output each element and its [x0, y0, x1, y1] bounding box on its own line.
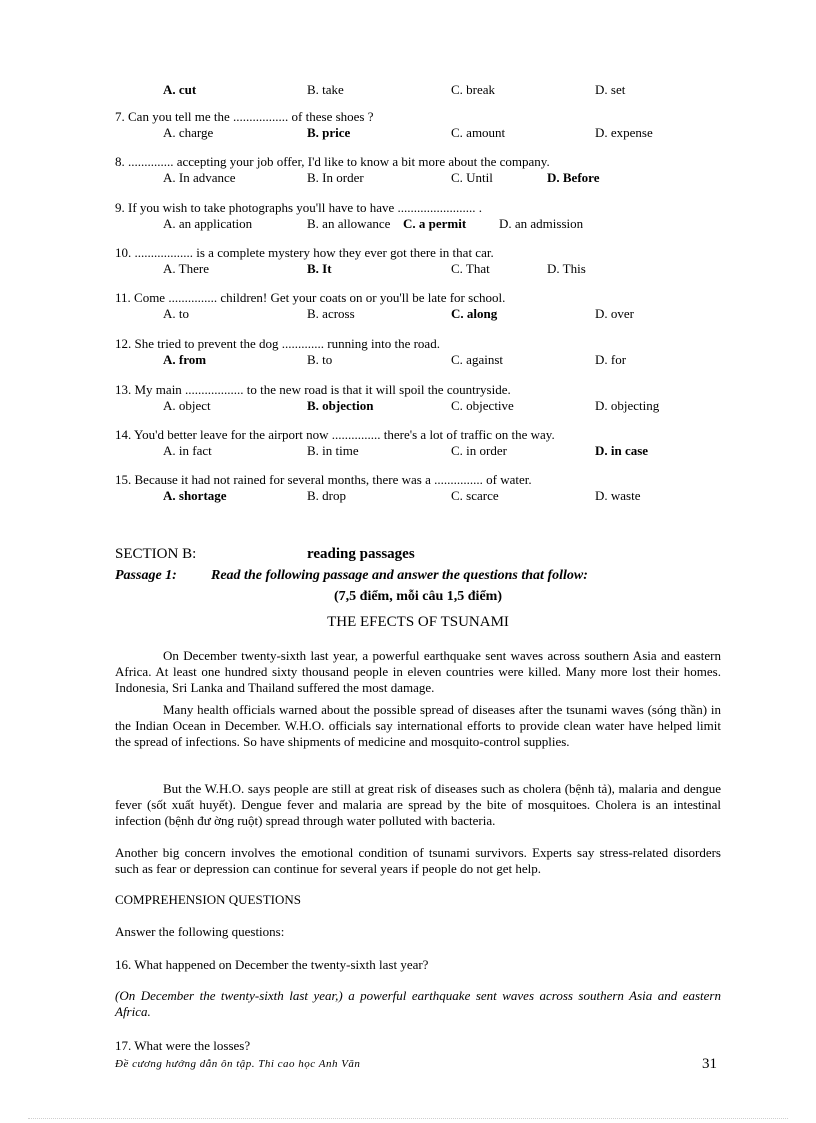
option-a: A. from	[163, 352, 207, 367]
comprehension-heading: COMPREHENSION QUESTIONS	[115, 892, 301, 907]
section-label: SECTION B:	[115, 546, 197, 562]
question-stem: 10. .................. is a complete mystery how they ever got there in that car.	[115, 245, 494, 260]
option-a: A. In advance	[163, 170, 236, 185]
option-a: A. in fact	[163, 443, 212, 458]
passage-points: (7,5 điểm, mỗi câu 1,5 điểm)	[334, 589, 502, 604]
option-c: C. scarce	[451, 488, 499, 503]
footer-text: Đề cương hướng dẫn ôn tập. Thi cao học Anh Văn	[115, 1058, 361, 1070]
question	[115, 382, 725, 415]
answer-options	[115, 216, 725, 233]
question	[115, 245, 725, 278]
question	[115, 290, 725, 323]
question-stem: 8. .............. accepting your job offer, I'd like to know a bit more about the company.	[115, 154, 550, 169]
question	[115, 472, 725, 505]
question-stem: 11. Come ............... children! Get your coats on or you'll be late for school.	[115, 290, 506, 305]
answer-options	[115, 82, 725, 99]
passage-title: THE EFECTS OF TSUNAMI	[327, 614, 509, 630]
option-b: B. in time	[307, 443, 359, 458]
answer-options	[115, 398, 725, 415]
option-d: D. for	[595, 352, 627, 367]
passage-instruction: Read the following passage and answer the questions that follow:	[211, 568, 588, 583]
option-b: B. In order	[307, 170, 364, 185]
option-c: C. objective	[451, 398, 514, 413]
option-c: C. along	[451, 306, 498, 321]
option-d: D. expense	[595, 125, 653, 140]
answer-options	[115, 488, 725, 505]
option-c: C. break	[451, 82, 496, 97]
answer-options	[115, 125, 725, 142]
passage-paragraph: Another big concern involves the emotional condition of tsunami survivors. Experts say stress-related disorders such as fear or depression can continue for several years if people do not get help.	[115, 845, 721, 876]
option-d: D. over	[595, 306, 634, 321]
option-c: C. That	[451, 261, 490, 276]
question	[115, 82, 725, 99]
comprehension-instruction: Answer the following questions:	[115, 924, 285, 939]
option-c: C. against	[451, 352, 503, 367]
page-number: 31	[702, 1056, 717, 1072]
answer-16: (On December the twenty-sixth last year,) a powerful earthquake sent waves across southern Asia and eastern Africa.	[115, 988, 721, 1019]
question	[115, 200, 725, 233]
option-b: B. objection	[307, 398, 374, 413]
option-a: A. cut	[163, 82, 197, 97]
option-d: D. waste	[595, 488, 641, 503]
option-c: C. amount	[451, 125, 506, 140]
option-d: D. in case	[595, 443, 649, 458]
option-d: D. an admission	[499, 216, 584, 231]
question-stem: 13. My main .................. to the new road is that it will spoil the countryside.	[115, 382, 511, 397]
question-stem: 9. If you wish to take photographs you'll have to have ........................ .	[115, 200, 483, 215]
page-divider	[28, 1118, 788, 1119]
question	[115, 427, 725, 460]
question	[115, 336, 725, 369]
option-a: A. There	[163, 261, 209, 276]
option-a: A. shortage	[163, 488, 227, 503]
option-a: A. object	[163, 398, 211, 413]
option-b: B. an allowance	[307, 216, 391, 231]
passage-label: Passage 1:	[115, 568, 177, 583]
option-b: B. to	[307, 352, 333, 367]
passage-paragraph: But the W.H.O. says people are still at great risk of diseases such as cholera (bệnh tả), malaria and dengue fever (sốt xuất huyết). Dengue fever and malaria are spread by the bite of mosquitoes. Cholera is an intestinal infection (bệnh đư ờng ruột) spread through water polluted with bacteria.	[115, 781, 721, 828]
section-heading	[115, 546, 415, 563]
question-stem: 14. You'd better leave for the airport now ............... there's a lot of traffic on the way.	[115, 427, 555, 442]
option-c: C. Until	[451, 170, 493, 185]
option-d: D. set	[595, 82, 626, 97]
question	[115, 154, 725, 187]
option-d: D. This	[547, 261, 586, 276]
section-title: reading passages	[307, 546, 415, 562]
question-stem: 15. Because it had not rained for several months, there was a ............... of water.	[115, 472, 532, 487]
option-b: B. drop	[307, 488, 346, 503]
option-d: D. Before	[547, 170, 600, 185]
option-a: A. an application	[163, 216, 253, 231]
option-c: C. in order	[451, 443, 507, 458]
answer-options	[115, 261, 725, 278]
passage-paragraph: Many health officials warned about the possible spread of diseases after the tsunami waves (sóng thần) in the Indian Ocean in December. W.H.O. officials say international efforts to provide clean water have helped limit the spread of infections. So have shipments of medicine and mosquito-control supplies.	[115, 702, 721, 749]
answer-options	[115, 306, 725, 323]
answer-options	[115, 352, 725, 369]
question-stem: 7. Can you tell me the ................. of these shoes ?	[115, 109, 374, 124]
option-b: B. across	[307, 306, 355, 321]
option-b: B. It	[307, 261, 332, 276]
passage-header	[115, 568, 588, 584]
question-stem: 12. She tried to prevent the dog ............. running into the road.	[115, 336, 440, 351]
question-17: 17. What were the losses?	[115, 1038, 251, 1053]
answer-options	[115, 170, 725, 187]
option-a: A. charge	[163, 125, 214, 140]
question	[115, 109, 725, 142]
option-d: D. objecting	[595, 398, 660, 413]
option-b: B. take	[307, 82, 344, 97]
option-a: A. to	[163, 306, 189, 321]
question-16: 16. What happened on December the twenty-sixth last year?	[115, 957, 429, 972]
option-c: C. a permit	[403, 216, 467, 231]
answer-options	[115, 443, 725, 460]
option-b: B. price	[307, 125, 351, 140]
passage-paragraph: On December twenty-sixth last year, a powerful earthquake sent waves across southern Asia and eastern Africa. At least one hundred sixty thousand people in eleven countries were killed. Many more lost their homes. Indonesia, Sri Lanka and Thailand suffered the most damage.	[115, 648, 721, 695]
